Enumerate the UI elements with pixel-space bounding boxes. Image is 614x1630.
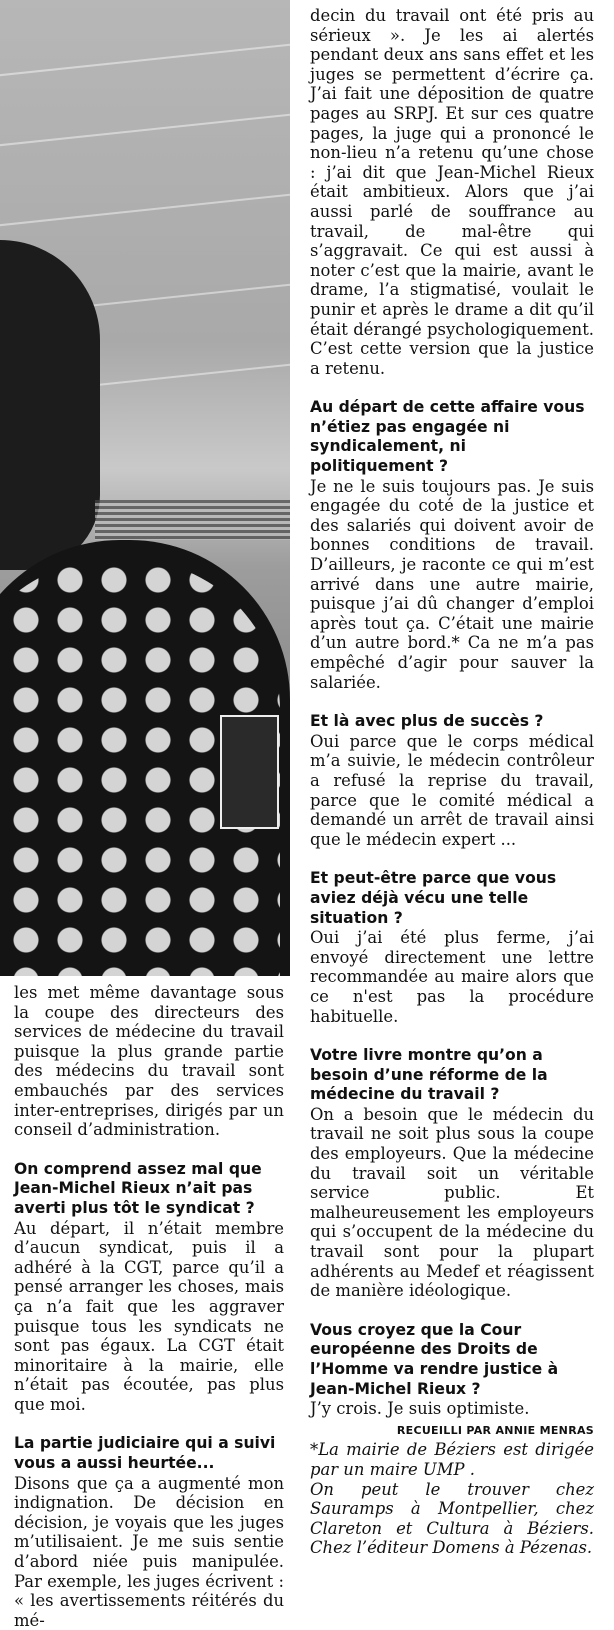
interview-question: Votre livre montre qu’on a besoin d’une réforme de la médecine du travail ? — [310, 1046, 548, 1104]
interview-question: On comprend assez mal que Jean-Michel Rieux n’ait pas averti plus tôt le syndicat ? — [14, 1159, 262, 1217]
interview-answer: J’y crois. Je suis optimiste. — [310, 1399, 530, 1419]
interview-answer: Oui j’ai été plus ferme, j’ai envoyé directement une lettre recommandée au maire alors que ce n'est pas la procédure habituelle. — [310, 928, 594, 1026]
interview-answer: Disons que ça a augmenté mon indignation. De décision en décision, je voyais que les juges m’utilisaient. Je me suis sentie d’abord niée puis manipulée. Par exemple, les juges écrivent : « les avertissements réitérés du mé- — [14, 1473, 284, 1630]
paragraph: les met même davantage sous la coupe des directeurs des services de médecine du travail puisque la plus grande partie des médecins du travail sont embauchés par des services inter-entreprises, dirigés par un conseil d’administration. — [14, 983, 284, 1140]
interview-question: Au départ de cette affaire vous n’étiez pas engagée ni syndicalement, ni politiquement ? — [310, 398, 585, 476]
interview-question: La partie judiciaire qui a suivi vous a aussi heurtée... — [14, 1434, 276, 1473]
interview-question: Et peut-être parce que vous aviez déjà vécu une telle situation ? — [310, 869, 557, 927]
portrait-photo — [0, 0, 290, 976]
left-column — [14, 983, 284, 1630]
interview-answer: Au départ, il n’était membre d’aucun syndicat, puis il a adhéré à la CGT, parce qu’il a pensé arranger les choses, mais ça n’a fait que les aggraver puisque tous les syndicats ne sont pas égaux. La CGT était minoritaire à la mairie, elle n’était pas écoutée, pas plus que moi. — [14, 1218, 284, 1414]
right-column — [310, 6, 594, 1558]
interview-question: Vous croyez que la Cour européenne des Droits de l’Homme va rendre justice à Jean-Michel Rieux ? — [310, 1320, 559, 1398]
footnote: *La mairie de Béziers est dirigée par un maire UMP . — [310, 1440, 594, 1479]
interview-answer: Oui parce que le corps médical m’a suivie, le médecin contrôleur a refusé la reprise du travail, parce que le comité médical a demandé un arrêt de travail ainsi que le médecin expert ... — [310, 731, 594, 849]
interview-answer: On a besoin que le médecin du travail ne soit plus sous la coupe des employeurs. Que la médecine du travail soit un véritable service public. Et malheureusement les employeurs qui s’occupent de la médecine du travail sont pour la plupart adhérents au Medef et réagissent de manière idéologique. — [310, 1104, 594, 1301]
paragraph: decin du travail ont été pris au sérieux ». Je les ai alertés pendant deux ans sans effet et les juges se permettent d’écrire ça. J’ai fait une déposition de quatre pages au SRPJ. Et sur ces quatre pages, la juge qui a prononcé le non-lieu n’a retenu qu’une chose : j’ai dit que Jean-Michel Rieux était ambitieux. Alors que j’ai aussi parlé de souffrance au travail, de mal-être qui s’aggravait. Ce qui est aussi à noter c’est que la mairie, avant le drame, l’a stigmatisé, voulait le punir et après le drame a dit qu’il était dérangé psychologiquement. C’est cette version que la justice a retenu. — [310, 6, 594, 378]
footnote: On peut le trouver chez Sauramps à Montpellier, chez Clareton et Cultura à Béziers. Chez l’éditeur Domens à Pézenas. — [310, 1479, 594, 1558]
interview-question: Et là avec plus de succès ? — [310, 712, 544, 731]
interview-answer: Je ne le suis toujours pas. Je suis engagée du coté de la justice et des salariés qui doivent avoir de bonnes conditions de travail. D’ailleurs, je raconte ce qui m’est arrivé dans une autre mairie, puisque j’ai dû changer d’emploi après tout ça. C’était une mairie d’un autre bord.* Ca ne m’a pas empêché d’agir pour sauver la salariée. — [310, 476, 594, 692]
author-credit: RECUEILLI PAR ANNIE MENRAS — [396, 1423, 594, 1437]
